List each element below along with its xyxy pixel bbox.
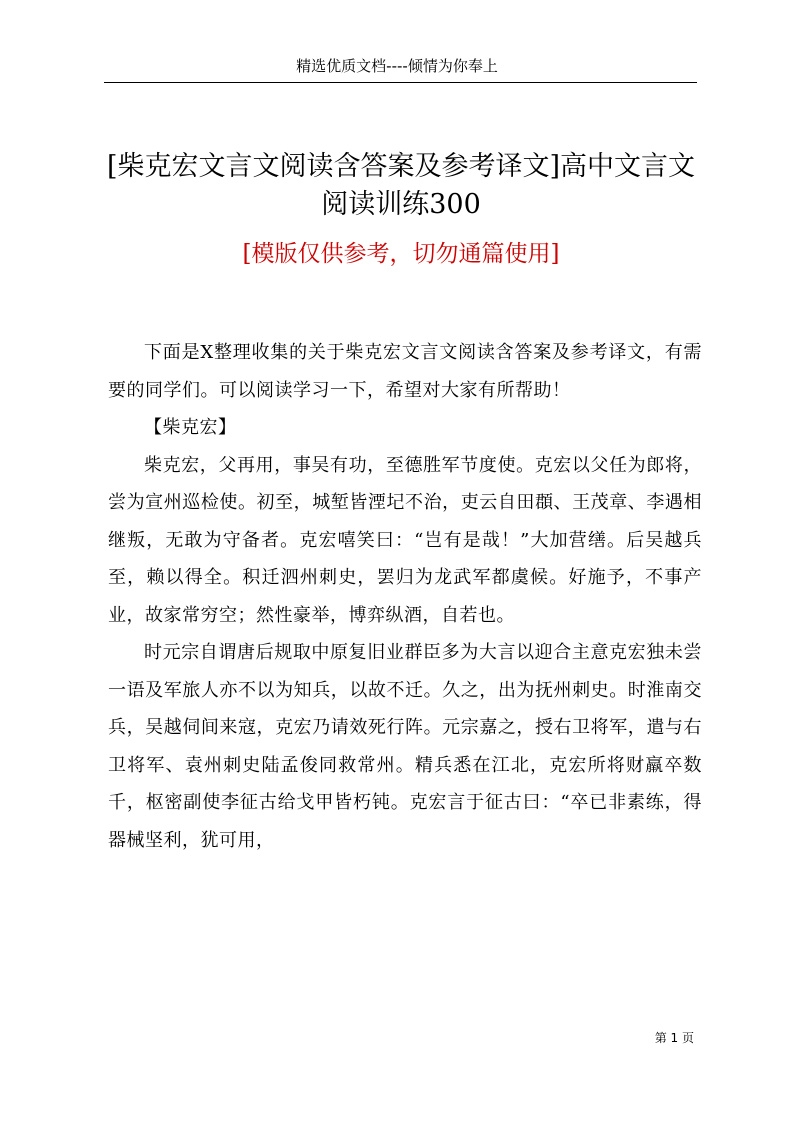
page-number: 第 1 页 <box>654 1031 694 1045</box>
text-paragraph: 时元宗自谓唐后规取中原复旧业群臣多为大言以迎合主意克宏独未尝一语及军旅人亦不以为知兵，以故不迁。久之，出为抚州刺史。时淮南交兵，吴越伺间来寇，克宏乃请效死行阵。元宗嘉之，授右卫将军，遣与右卫将军、袁州刺史陆孟俊同救常州。精兵悉在江北，克宏所将财羸卒数千，枢密副使李征古给戈甲皆朽钝。克宏言于征古曰：“卒已非素练，得器械坚利，犹可用， <box>108 642 702 851</box>
section-heading: 【柴克宏】 <box>144 417 237 438</box>
page-header: 精选优质文档----倾情为你奉上 <box>296 57 498 75</box>
text-paragraph: 柴克宏，父再用，事吴有功，至德胜军节度使。克宏以父任为郎将，尝为宣州巡检使。初至，城堑皆湮圮不治，吏云自田頵、王茂章、李遇相继叛，无敢为守备者。克宏嘻笑曰：“岂有是哉！”大加营缮。后吴越兵至，赖以得全。积迁泗州刺史，罢归为龙武军都虞候。好施予，不事产业，故家常穷空；然性豪举，博弈纵酒，自若也。 <box>108 454 702 626</box>
intro-paragraph: 下面是X整理收集的关于柴克宏文言文阅读含答案及参考译文，有需要的同学们。可以阅读学习一下，希望对大家有所帮助！ <box>108 342 702 401</box>
template-notice: [模版仅供参考，切勿通篇使用] <box>242 241 560 267</box>
document-title: [柴克宏文言文阅读含答案及参考译文]高中文言文阅读训练300 <box>106 151 696 220</box>
header-divider <box>104 82 697 83</box>
document-body <box>108 334 702 859</box>
